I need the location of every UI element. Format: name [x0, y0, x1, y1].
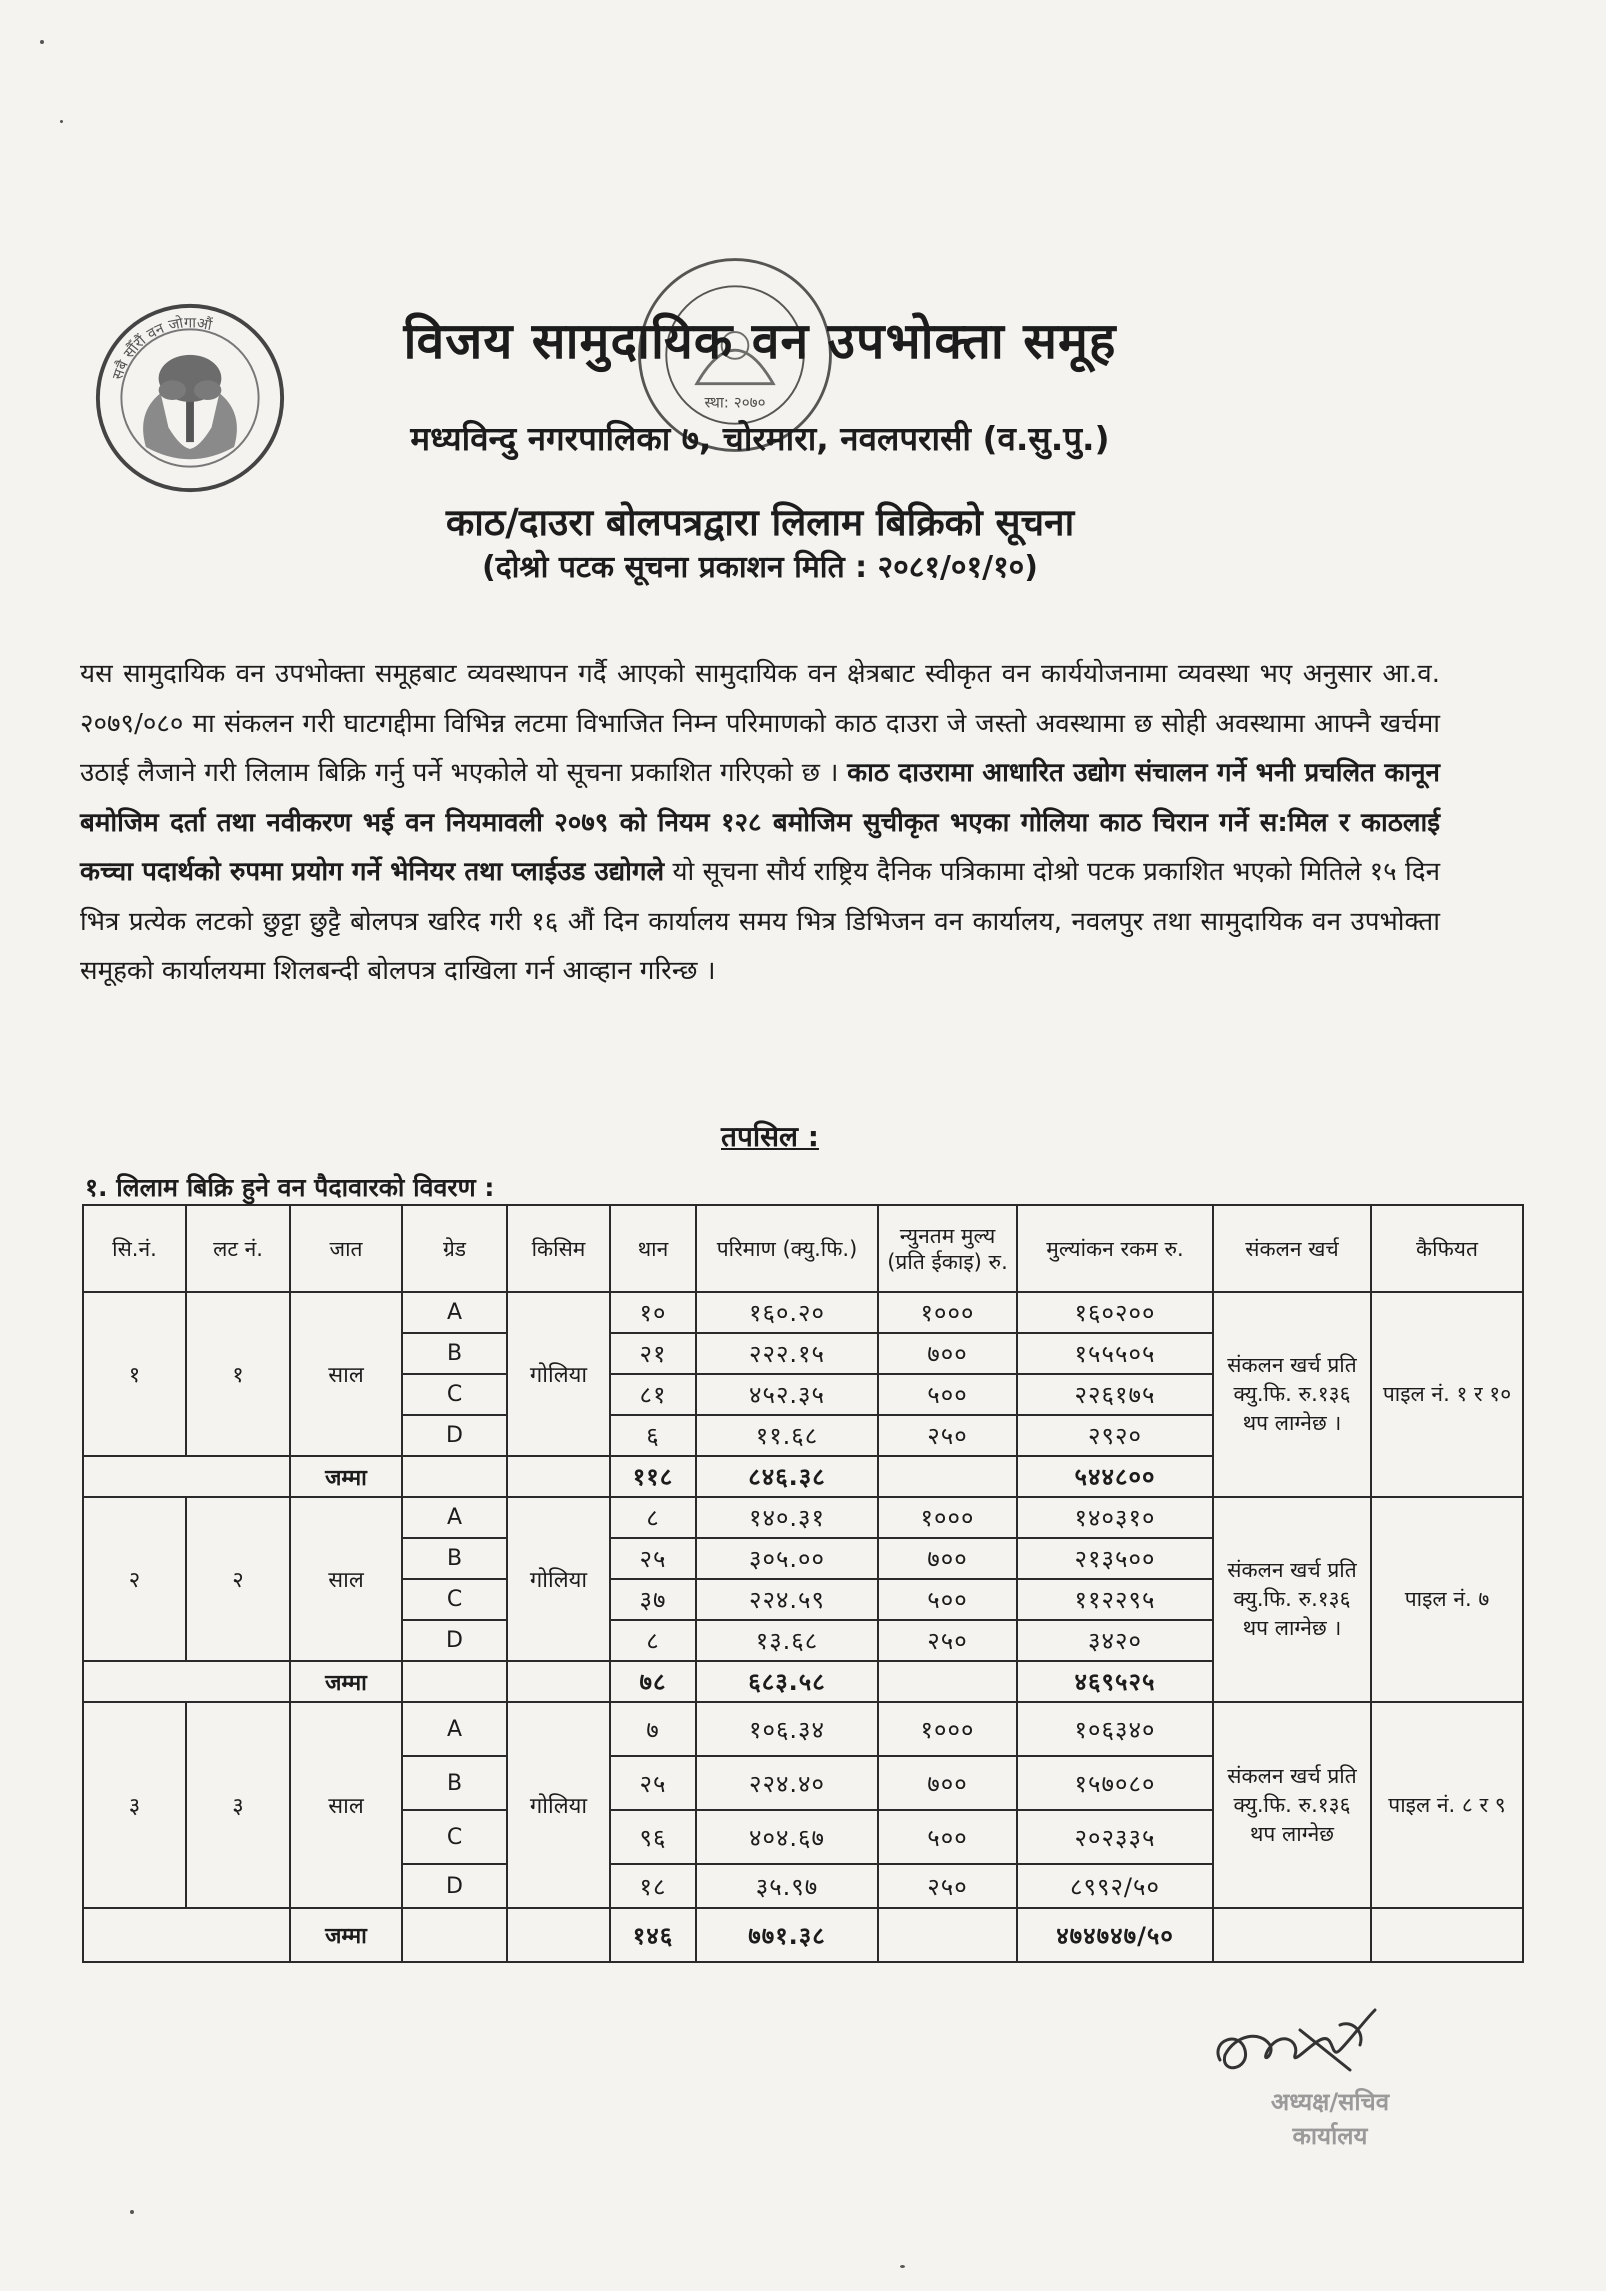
header-collection-cost: संकलन खर्च	[1213, 1205, 1371, 1292]
grade: D	[402, 1415, 507, 1456]
lot-number: २	[186, 1497, 290, 1661]
total-quantity: ७७१.३८	[696, 1908, 878, 1962]
lot-species: साल	[290, 1702, 402, 1908]
quantity: १४०.३१	[696, 1497, 878, 1538]
table-total-row	[83, 1908, 1523, 1962]
signature	[1200, 1990, 1400, 2090]
total-quantity: ६८३.५८	[696, 1661, 878, 1702]
quantity: ४०४.६७	[696, 1810, 878, 1864]
pieces: २५	[610, 1538, 696, 1579]
grade: D	[402, 1620, 507, 1661]
min-price: १०००	[878, 1292, 1017, 1333]
grade: A	[402, 1702, 507, 1756]
quantity: ३०५.००	[696, 1538, 878, 1579]
value: १०६३४०	[1017, 1702, 1213, 1756]
header-value: मुल्यांकन रकम रु.	[1017, 1205, 1213, 1292]
min-price: ७००	[878, 1756, 1017, 1810]
header-grade: ग्रेड	[402, 1205, 507, 1292]
min-price: २५०	[878, 1864, 1017, 1908]
organization-address: मध्यविन्दु नगरपालिका ७, चोरमारा, नवलपरासी (व.सु.पु.)	[410, 419, 1110, 458]
lot-species: साल	[290, 1497, 402, 1661]
svg-text:सबै सौँरौं वन जोगाऔं: सबै सौँरौं वन जोगाऔं	[109, 314, 214, 382]
value: ८९९२/५०	[1017, 1864, 1213, 1908]
pieces: ८	[610, 1620, 696, 1661]
collection-cost: संकलन खर्च प्रति क्यु.फि. रु.१३६ थप लाग्नेछ ।	[1213, 1497, 1371, 1702]
total-value: ४७४७४७/५०	[1017, 1908, 1213, 1962]
notice-body-paragraph	[80, 650, 1440, 997]
scan-speck	[60, 120, 63, 123]
table-row	[83, 1292, 1523, 1333]
total-value: ४६९५२५	[1017, 1661, 1213, 1702]
lot-type: गोलिया	[507, 1497, 610, 1661]
pieces: १८	[610, 1864, 696, 1908]
section-heading: १. लिलाम बिक्रि हुने वन पैदावारको विवरण :	[85, 1173, 495, 1202]
total-label: जम्मा	[290, 1456, 402, 1497]
pieces: ८	[610, 1497, 696, 1538]
pieces: २१	[610, 1333, 696, 1374]
header-type: किसिम	[507, 1205, 610, 1292]
min-price: २५०	[878, 1415, 1017, 1456]
min-price: ५००	[878, 1810, 1017, 1864]
collection-cost: संकलन खर्च प्रति क्यु.फि. रु.१३६ थप लाग्नेछ	[1213, 1702, 1371, 1908]
notice-publication-date: (दोश्रो पटक सूचना प्रकाशन मिति : २०८१/०१/१०)	[482, 550, 1038, 585]
quantity: ४५२.३५	[696, 1374, 878, 1415]
body-text-part1: यस सामुदायिक वन उपभोक्ता समूहबाट व्यवस्थापन गर्दै आएको सामुदायिक वन क्षेत्रबाट स्वीकृत वन कार्ययोजनामा व्यवस्था भए अनुसार आ.व. २०७९/०८० मा संकलन गरी घाटगद्दीमा विभिन्न लटमा विभाजित निम्न परिमाणको काठ दाउरा जे जस्तो अवस्थामा छ सोही अवस्थामा आफ्नै खर्चमा उठाई लैजाने गरी लिलाम बिक्रि गर्नु पर्ने भएकोले यो सूचना प्रकाशित गरिएको छ ।	[80, 659, 1440, 788]
quantity: ३५.९७	[696, 1864, 878, 1908]
remarks: पाइल नं. १ र १०	[1371, 1292, 1523, 1497]
lot-number: १	[186, 1292, 290, 1456]
lot-sn: २	[83, 1497, 186, 1661]
quantity: २२४.४०	[696, 1756, 878, 1810]
notice-title: काठ/दाउरा बोलपत्रद्वारा लिलाम बिक्रिको सूचना	[445, 501, 1075, 544]
lot-sn: ३	[83, 1702, 186, 1908]
body-text-eligibility: काठ दाउरामा आधारित उद्योग संचालन गर्ने भनी प्रचलित कानून बमोजिम दर्ता तथा नवीकरण भई वन नियमावली २०७९ को नियम १२८ बमोजिम सुचीकृत भएका गोलिया काठ चिरान गर्ने स:मिल र काठलाई कच्चा पदार्थको रुपमा प्रयोग गर्ने भेनियर तथा प्लाईउड उद्योगले	[80, 758, 1440, 887]
total-pieces: ११८	[610, 1456, 696, 1497]
min-price: ७००	[878, 1333, 1017, 1374]
grade: D	[402, 1864, 507, 1908]
pieces: ६	[610, 1415, 696, 1456]
quantity: २२४.५९	[696, 1579, 878, 1620]
grade: A	[402, 1497, 507, 1538]
faded-stamp: अध्यक्ष/सचिव कार्यालय	[1270, 2088, 1390, 2150]
scan-speck	[130, 2210, 134, 2214]
value: २२६१७५	[1017, 1374, 1213, 1415]
total-value: ५४४८००	[1017, 1456, 1213, 1497]
table-row	[83, 1702, 1523, 1756]
grade: B	[402, 1756, 507, 1810]
pieces: ८१	[610, 1374, 696, 1415]
value: १५७०८०	[1017, 1756, 1213, 1810]
min-price: १०००	[878, 1702, 1017, 1756]
auction-lots-table	[82, 1204, 1524, 1963]
pieces: २५	[610, 1756, 696, 1810]
remarks: पाइल नं. ७	[1371, 1497, 1523, 1702]
total-pieces: १४६	[610, 1908, 696, 1962]
pieces: १०	[610, 1292, 696, 1333]
grade: B	[402, 1538, 507, 1579]
quantity: १६०.२०	[696, 1292, 878, 1333]
value: २९२०	[1017, 1415, 1213, 1456]
total-pieces: ७८	[610, 1661, 696, 1702]
forest-group-logo	[92, 300, 288, 496]
pieces: ७	[610, 1702, 696, 1756]
header-sn: सि.नं.	[83, 1205, 186, 1292]
min-price: ७००	[878, 1538, 1017, 1579]
quantity: ११.६८	[696, 1415, 878, 1456]
table-header-row	[83, 1205, 1523, 1292]
grade: C	[402, 1374, 507, 1415]
min-price: ५००	[878, 1374, 1017, 1415]
value: २०२३३५	[1017, 1810, 1213, 1864]
value: २१३५००	[1017, 1538, 1213, 1579]
total-label: जम्मा	[290, 1908, 402, 1962]
grade: C	[402, 1579, 507, 1620]
min-price: १०००	[878, 1497, 1017, 1538]
schedule-heading: तपसिल :	[721, 1120, 819, 1153]
header-lot: लट नं.	[186, 1205, 290, 1292]
remarks: पाइल नं. ८ र ९	[1371, 1702, 1523, 1908]
grade: B	[402, 1333, 507, 1374]
total-quantity: ८४६.३८	[696, 1456, 878, 1497]
table-row	[83, 1497, 1523, 1538]
value: ३४२०	[1017, 1620, 1213, 1661]
lot-type: गोलिया	[507, 1292, 610, 1456]
value: १४०३१०	[1017, 1497, 1213, 1538]
min-price: २५०	[878, 1620, 1017, 1661]
header-pieces: थान	[610, 1205, 696, 1292]
header-quantity: परिमाण (क्यु.फि.)	[696, 1205, 878, 1292]
header-species: जात	[290, 1205, 402, 1292]
organization-title: विजय सामुदायिक वन उपभोक्ता समूह	[403, 312, 1117, 370]
header-remarks: कैफियत	[1371, 1205, 1523, 1292]
min-price: ५००	[878, 1579, 1017, 1620]
scan-speck	[40, 40, 44, 44]
pieces: ३७	[610, 1579, 696, 1620]
svg-text:स्था: २०७०: स्था: २०७०	[704, 393, 766, 412]
quantity: १३.६८	[696, 1620, 878, 1661]
lot-type: गोलिया	[507, 1702, 610, 1908]
total-label: जम्मा	[290, 1661, 402, 1702]
grade: A	[402, 1292, 507, 1333]
header-min-price: न्युनतम मुल्य (प्रति ईकाइ) रु.	[878, 1205, 1017, 1292]
quantity: २२२.१५	[696, 1333, 878, 1374]
quantity: १०६.३४	[696, 1702, 878, 1756]
value: १५५५०५	[1017, 1333, 1213, 1374]
lot-species: साल	[290, 1292, 402, 1456]
grade: C	[402, 1810, 507, 1864]
collection-cost: संकलन खर्च प्रति क्यु.फि. रु.१३६ थप लाग्नेछ ।	[1213, 1292, 1371, 1497]
value: ११२२९५	[1017, 1579, 1213, 1620]
scan-speck	[900, 2265, 905, 2268]
lot-number: ३	[186, 1702, 290, 1908]
pieces: ९६	[610, 1810, 696, 1864]
body-text-part2: यो सूचना सौर्य राष्ट्रिय दैनिक पत्रिकामा दोश्रो पटक प्रकाशित भएको मितिले १५ दिन भित्र प्रत्येक लटको छुट्टा छुट्टै बोलपत्र खरिद गरी १६ औं दिन कार्यालय समय भित्र डिभिजन वन कार्यालय, नवलपुर तथा सामुदायिक वन उपभोक्ता समूहको कार्यालयमा शिलबन्दी बोलपत्र दाखिला गर्न आव्हान गरिन्छ ।	[80, 857, 1440, 986]
lot-sn: १	[83, 1292, 186, 1456]
value: १६०२००	[1017, 1292, 1213, 1333]
